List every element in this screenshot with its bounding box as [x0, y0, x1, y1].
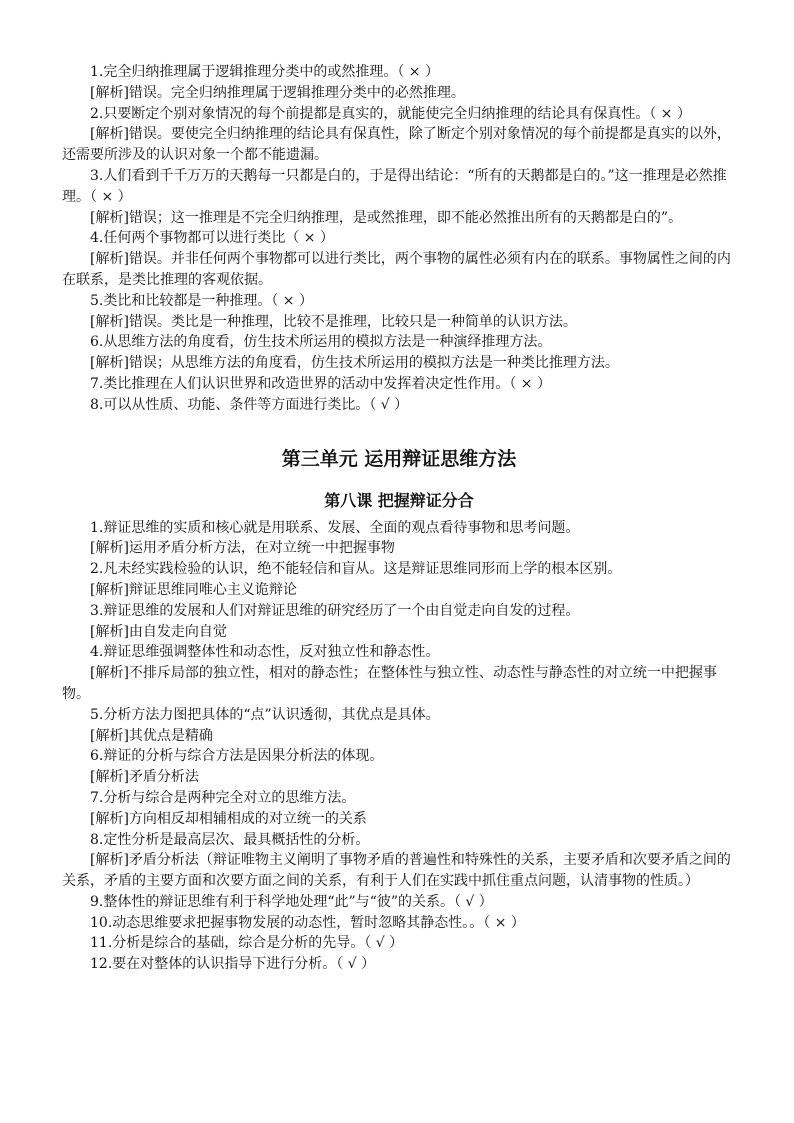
- question-item: 7.分析与综合是两种完全对立的思维方法。: [90, 789, 356, 806]
- question-item: 3.人们看到千千万万的天鹅每一只都是白的，于是得出结论：“所有的天鹅都是白的。”这一推理是必然推理。（ × ）: [62, 167, 727, 205]
- question-item: 6.辩证的分析与综合方法是因果分析法的体现。: [90, 748, 384, 765]
- analysis-item: [解析]方向相反却相辅相成的对立统一的关系: [90, 810, 367, 827]
- question-item: 9.整体性的辩证思维有利于科学地处理“此”与“彼”的关系。（ √ ）: [90, 893, 493, 910]
- question-item: 4.辩证思维强调整体性和动态性，反对独立性和静态性。: [90, 644, 440, 661]
- section-dialectical-items: [62, 518, 736, 976]
- analysis-item: [解析]错误。并非任何两个事物都可以进行类比，两个事物的属性必须有内在的联系。事物属性之间的内在联系，是类比推理的客观依据。: [62, 251, 731, 288]
- analysis-item: [解析]运用矛盾分析方法，在对立统一中把握事物: [90, 540, 395, 557]
- section-logic-items: [62, 62, 736, 416]
- analysis-item: [解析]不排斥局部的独立性，相对的静态性；在整体性与独立性、动态性与静态性的对立统一中把握事物。: [62, 665, 717, 702]
- analysis-item: [解析]错误。完全归纳推理属于逻辑推理分类中的必然推理。: [90, 84, 465, 101]
- analysis-item: [解析]错误；从思维方法的角度看，仿生技术所运用的模拟方法是一种类比推理方法。: [90, 355, 619, 372]
- question-item: 8.可以从性质、功能、条件等方面进行类比。（ √ ）: [90, 396, 409, 413]
- question-item: 10.动态思维要求把握事物发展的动态性，暂时忽略其静态性。。（ × ）: [90, 914, 525, 931]
- question-item: 1.完全归纳推理属于逻辑推理分类中的或然推理。（ × ）: [90, 64, 439, 80]
- analysis-item: [解析]矛盾分析法: [90, 769, 199, 786]
- unit-title: 第三单元 运用辩证思维方法: [281, 447, 517, 470]
- analysis-item: [解析]错误。要使完全归纳推理的结论具有保真性，除了断定个别对象情况的每个前提都是真实的以外，还需要所涉及的认识对象一个都不能遗漏。: [62, 126, 731, 164]
- question-item: 2.只要断定个别对象情况的每个前提都是真实的，就能使完全归纳推理的结论具有保真性。（ × ）: [90, 105, 691, 122]
- question-item: 3.辩证思维的发展和人们对辩证思维的研究经历了一个由自觉走向自发的过程。: [90, 602, 580, 619]
- question-item: 5.类比和比较都是一种推理。（ × ）: [90, 292, 313, 309]
- analysis-item: [解析]其优点是精确: [90, 727, 213, 744]
- question-item: 7.类比推理在人们认识世界和改造世界的活动中发挥着决定性作用。（ × ）: [90, 375, 551, 392]
- question-item: 2.凡未经实践检验的认识，绝不能轻信和盲从。这是辩证思维同形而上学的根本区别。: [90, 561, 622, 578]
- analysis-item: [解析]由自发走向自觉: [90, 623, 227, 640]
- lesson-title: 第八课 把握辩证分合: [324, 490, 474, 510]
- analysis-item: [解析]错误；这一推理是不完全归纳推理，是或然推理，即不能必然推出所有的天鹅都是白的”。: [90, 209, 683, 226]
- question-item: 4.任何两个事物都可以进行类比（ × ）: [90, 230, 334, 247]
- question-item: 6.从思维方法的角度看，仿生技术所运用的模拟方法是一种演绎推理方法。: [90, 334, 552, 351]
- question-item: 11.分析是综合的基础，综合是分析的先导。（ √ ）: [90, 935, 404, 952]
- question-item: 12.要在对整体的认识指导下进行分析。（ √ ）: [90, 956, 376, 973]
- question-item: 8.定性分析是最高层次、最具概括性的分析。: [90, 831, 370, 848]
- analysis-item: [解析]辩证思维同唯心主义诡辩论: [90, 581, 297, 598]
- analysis-item: [解析]矛盾分析法（辩证唯物主义阐明了事物矛盾的普遍性和特殊性的关系，主要矛盾和次要矛盾之间的关系，矛盾的主要方面和次要方面之间的关系，有利于人们在实践中抓住重点问题，认清事物的性质。）: [62, 852, 731, 890]
- question-item: 1.辩证思维的实质和核心就是用联系、发展、全面的观点看待事物和思考问题。: [90, 519, 580, 536]
- question-item: 5.分析方法力图把具体的“点”认识透彻，其优点是具体。: [90, 706, 440, 723]
- analysis-item: [解析]错误。类比是一种推理，比较不是推理，比较只是一种简单的认识方法。: [90, 313, 577, 330]
